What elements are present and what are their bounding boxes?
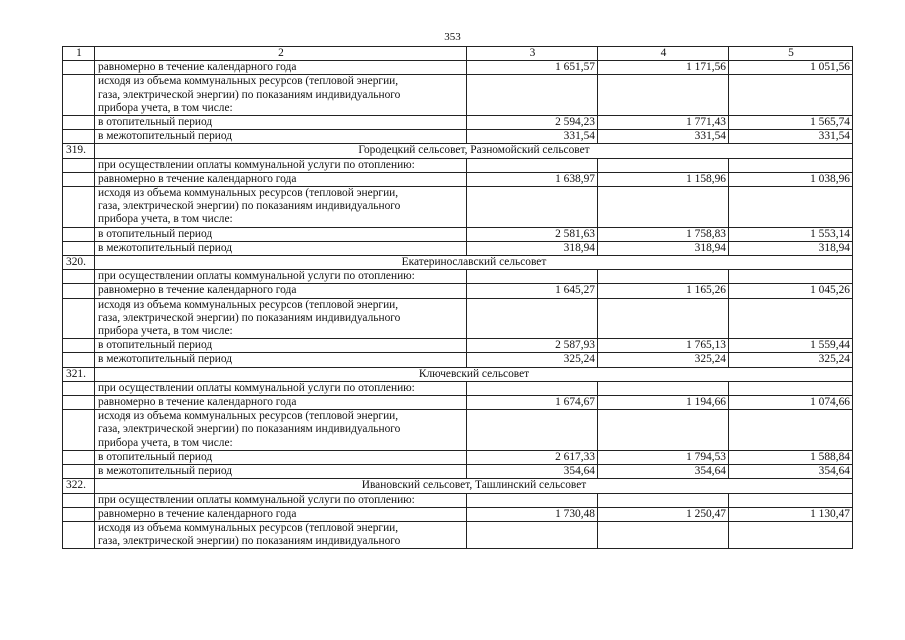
row-label: [95, 75, 467, 116]
row-label: в отопительный период: [95, 450, 467, 464]
value-cell-v5: 1 588,84: [729, 450, 853, 464]
table-row: [63, 284, 853, 298]
row-label-line: газа, электрической энергии) по показаниям индивидуального: [98, 88, 401, 101]
row-label: при осуществлении оплаты коммунальной услуги по отоплению:: [95, 270, 467, 284]
value-cell-v3: 2 617,33: [467, 450, 598, 464]
value-cell-v5: 1 051,56: [729, 61, 853, 75]
row-label-line: исходя из объема коммунальных ресурсов (тепловой энергии,: [98, 521, 399, 534]
value-cell-v4: 1 194,66: [598, 396, 729, 410]
row-number-cell: [63, 507, 95, 521]
tariff-table: [62, 46, 853, 549]
row-number-cell: [63, 493, 95, 507]
value-cell-v3: 2 587,93: [467, 339, 598, 353]
table-row-multiline: [63, 75, 853, 116]
section-title: Екатериноcлавский сельсовет: [95, 256, 853, 270]
value-cell: [598, 187, 729, 228]
section-number: 320.: [63, 256, 95, 270]
row-number-cell: [63, 130, 95, 144]
value-cell-v3: [467, 493, 598, 507]
value-cell-v4: [598, 381, 729, 395]
value-cell-v4: [598, 158, 729, 172]
row-label: при осуществлении оплаты коммунальной услуги по отоплению:: [95, 493, 467, 507]
row-label: [95, 521, 467, 548]
row-number-cell: [63, 450, 95, 464]
row-label: равномерно в течение календарного года: [95, 507, 467, 521]
row-label-line: газа, электрической энергии) по показаниям индивидуального: [98, 200, 401, 213]
value-cell: [729, 75, 853, 116]
value-cell: [467, 410, 598, 451]
header-col-4: 4: [598, 47, 729, 61]
header-col-3: 3: [467, 47, 598, 61]
table-row: [63, 465, 853, 479]
value-cell-v5: [729, 493, 853, 507]
value-cell-v3: 1 638,97: [467, 172, 598, 186]
row-number-cell: [63, 116, 95, 130]
row-label-line: прибора учета, в том числе:: [98, 436, 233, 449]
table-row: [63, 450, 853, 464]
section-number: 321.: [63, 367, 95, 381]
section-row: [63, 256, 853, 270]
row-number-cell: [63, 381, 95, 395]
table-header-row: [63, 47, 853, 61]
row-number-cell: [63, 410, 95, 451]
row-number-cell: [63, 75, 95, 116]
value-cell-v5: 318,94: [729, 241, 853, 255]
value-cell: [467, 521, 598, 548]
table-row: [63, 353, 853, 367]
table-row-multiline: [63, 187, 853, 228]
table-row-multiline: [63, 521, 853, 548]
row-label-line: прибора учета, в том числе:: [98, 325, 233, 338]
value-cell-v5: [729, 381, 853, 395]
value-cell-v3: 1 645,27: [467, 284, 598, 298]
value-cell: [729, 187, 853, 228]
value-cell-v5: 1 559,44: [729, 339, 853, 353]
table-row: [63, 227, 853, 241]
value-cell-v4: 1 171,56: [598, 61, 729, 75]
row-label-line: прибора учета, в том числе:: [98, 101, 233, 114]
value-cell-v4: 1 771,43: [598, 116, 729, 130]
value-cell-v3: 318,94: [467, 241, 598, 255]
row-label: равномерно в течение календарного года: [95, 284, 467, 298]
value-cell-v3: 2 581,63: [467, 227, 598, 241]
row-label: при осуществлении оплаты коммунальной услуги по отоплению:: [95, 381, 467, 395]
row-label: в межотопительный период: [95, 353, 467, 367]
row-label: в межотопительный период: [95, 130, 467, 144]
value-cell-v4: 1 165,26: [598, 284, 729, 298]
value-cell-v5: [729, 270, 853, 284]
section-row: [63, 479, 853, 493]
table-row: [63, 61, 853, 75]
row-number-cell: [63, 298, 95, 339]
value-cell-v5: 1 553,14: [729, 227, 853, 241]
row-number-cell: [63, 227, 95, 241]
value-cell-v5: 1 130,47: [729, 507, 853, 521]
row-number-cell: [63, 396, 95, 410]
table-row: [63, 172, 853, 186]
value-cell-v5: 331,54: [729, 130, 853, 144]
value-cell-v3: [467, 158, 598, 172]
value-cell: [467, 75, 598, 116]
value-cell-v4: 331,54: [598, 130, 729, 144]
value-cell-v3: [467, 381, 598, 395]
value-cell-v3: 354,64: [467, 465, 598, 479]
value-cell-v4: 1 158,96: [598, 172, 729, 186]
table-row: [63, 241, 853, 255]
row-label: [95, 410, 467, 451]
row-label-line: газа, электрической энергии) по показаниям индивидуального: [98, 311, 401, 324]
table-row: [63, 270, 853, 284]
value-cell: [598, 75, 729, 116]
row-label: равномерно в течение календарного года: [95, 396, 467, 410]
row-number-cell: [63, 158, 95, 172]
value-cell-v3: 1 730,48: [467, 507, 598, 521]
section-row: [63, 367, 853, 381]
row-number-cell: [63, 172, 95, 186]
row-label: [95, 298, 467, 339]
table-row: [63, 158, 853, 172]
row-label-line: газа, электрической энергии) по показаниям индивидуального: [98, 535, 401, 548]
value-cell: [598, 298, 729, 339]
table-row: [63, 116, 853, 130]
value-cell-v5: 1 565,74: [729, 116, 853, 130]
row-number-cell: [63, 353, 95, 367]
table-row: [63, 396, 853, 410]
value-cell: [467, 298, 598, 339]
row-number-cell: [63, 61, 95, 75]
value-cell: [467, 187, 598, 228]
value-cell-v3: 2 594,23: [467, 116, 598, 130]
section-row: [63, 144, 853, 158]
value-cell: [598, 410, 729, 451]
value-cell: [729, 298, 853, 339]
table-row: [63, 339, 853, 353]
header-col-2: 2: [95, 47, 467, 61]
row-label: в межотопительный период: [95, 241, 467, 255]
value-cell-v4: 318,94: [598, 241, 729, 255]
row-label: в межотопительный период: [95, 465, 467, 479]
value-cell: [729, 521, 853, 548]
row-label-line: исходя из объема коммунальных ресурсов (тепловой энергии,: [98, 75, 399, 88]
row-label-line: исходя из объема коммунальных ресурсов (тепловой энергии,: [98, 187, 399, 200]
value-cell-v5: [729, 158, 853, 172]
page-number: 353: [444, 31, 461, 43]
value-cell-v4: 325,24: [598, 353, 729, 367]
table-row: [63, 381, 853, 395]
section-title: Ивановский сельсовет, Ташлинский сельсовет: [95, 479, 853, 493]
row-number-cell: [63, 270, 95, 284]
value-cell-v5: 1 074,66: [729, 396, 853, 410]
row-number-cell: [63, 284, 95, 298]
value-cell-v4: 1 794,53: [598, 450, 729, 464]
section-number: 322.: [63, 479, 95, 493]
section-title: Городецкий сельсовет, Разномойский сельсовет: [95, 144, 853, 158]
row-label: равномерно в течение календарного года: [95, 61, 467, 75]
row-number-cell: [63, 339, 95, 353]
table-row: [63, 130, 853, 144]
section-number: 319.: [63, 144, 95, 158]
row-label: при осуществлении оплаты коммунальной услуги по отоплению:: [95, 158, 467, 172]
value-cell-v3: 325,24: [467, 353, 598, 367]
table-row: [63, 507, 853, 521]
value-cell-v4: [598, 493, 729, 507]
row-label-line: исходя из объема коммунальных ресурсов (тепловой энергии,: [98, 298, 399, 311]
table-row-multiline: [63, 298, 853, 339]
row-label-line: прибора учета, в том числе:: [98, 213, 233, 226]
header-col-5: 5: [729, 47, 853, 61]
value-cell: [598, 521, 729, 548]
row-label: [95, 187, 467, 228]
value-cell-v4: 1 758,83: [598, 227, 729, 241]
value-cell-v4: 1 765,13: [598, 339, 729, 353]
value-cell-v5: 325,24: [729, 353, 853, 367]
value-cell: [729, 410, 853, 451]
value-cell-v5: 1 038,96: [729, 172, 853, 186]
row-number-cell: [63, 521, 95, 548]
header-col-1: 1: [63, 47, 95, 61]
value-cell-v3: 1 651,57: [467, 61, 598, 75]
row-label-line: газа, электрической энергии) по показаниям индивидуального: [98, 423, 401, 436]
row-number-cell: [63, 465, 95, 479]
table-row: [63, 493, 853, 507]
row-label: равномерно в течение календарного года: [95, 172, 467, 186]
row-label: в отопительный период: [95, 339, 467, 353]
value-cell-v5: 354,64: [729, 465, 853, 479]
row-number-cell: [63, 187, 95, 228]
table-row-multiline: [63, 410, 853, 451]
row-label: в отопительный период: [95, 227, 467, 241]
value-cell-v3: 331,54: [467, 130, 598, 144]
row-label-line: исходя из объема коммунальных ресурсов (тепловой энергии,: [98, 410, 399, 423]
value-cell-v5: 1 045,26: [729, 284, 853, 298]
section-title: Ключевский сельсовет: [95, 367, 853, 381]
value-cell-v4: 1 250,47: [598, 507, 729, 521]
value-cell-v3: [467, 270, 598, 284]
value-cell-v4: [598, 270, 729, 284]
value-cell-v4: 354,64: [598, 465, 729, 479]
row-label: в отопительный период: [95, 116, 467, 130]
value-cell-v3: 1 674,67: [467, 396, 598, 410]
row-number-cell: [63, 241, 95, 255]
